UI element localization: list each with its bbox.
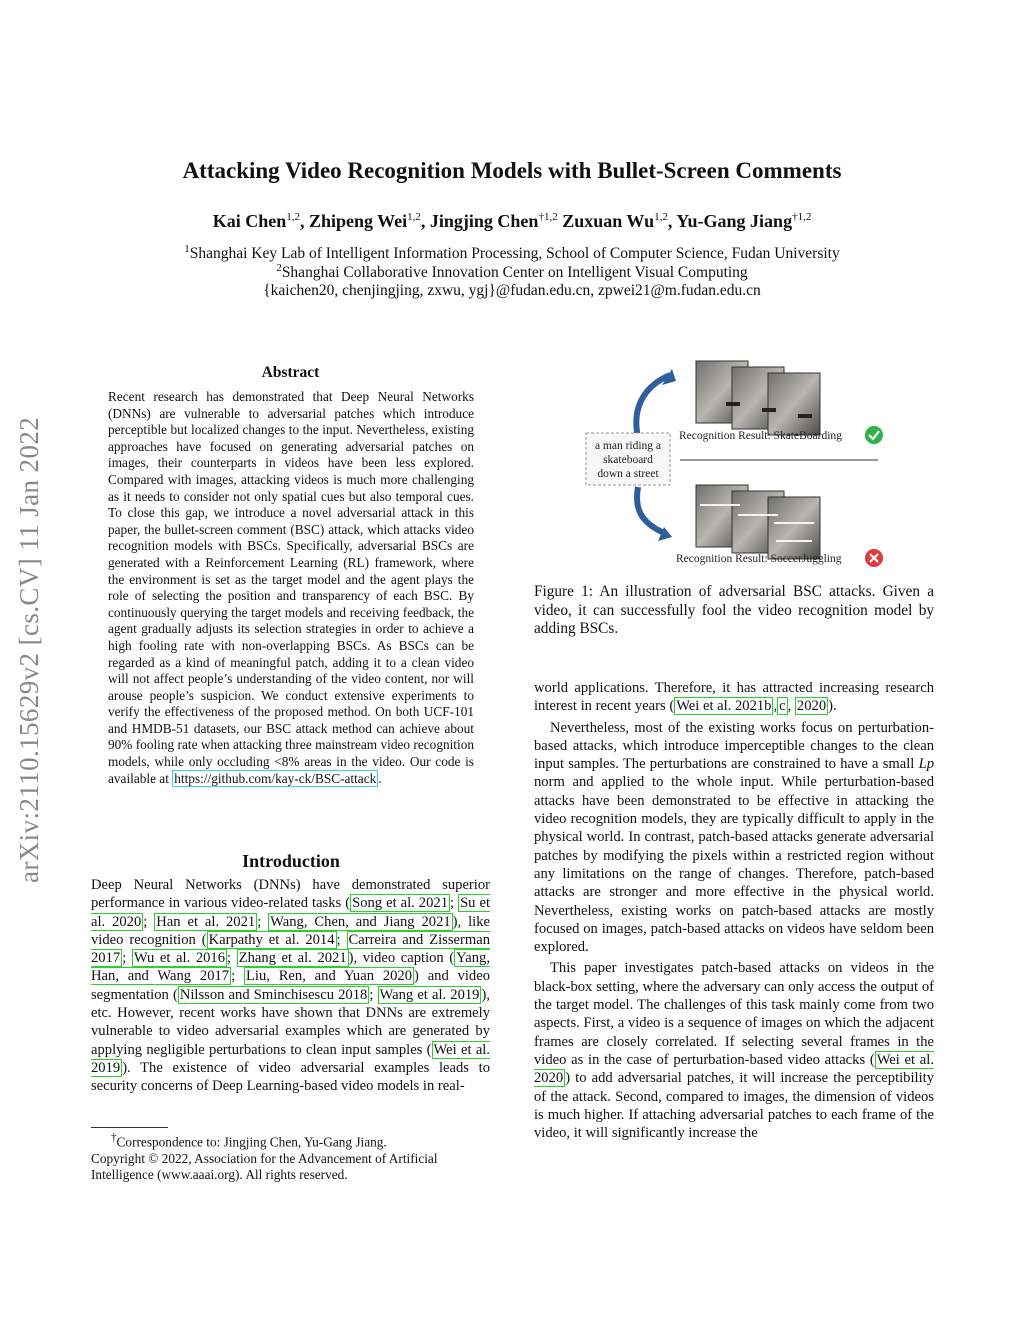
code-link[interactable]: https://github.com/kay-ck/BSC-attack: [174, 770, 377, 786]
author-name: Zhipeng Wei: [308, 211, 408, 231]
citation-link[interactable]: Han et al. 2021: [156, 913, 256, 930]
intro-text: ) and video segmentation (: [91, 968, 491, 1003]
author-affil-sup: †1,2: [538, 211, 558, 223]
footnote-correspondence: [91, 1130, 491, 1151]
affiliation-1: [0, 243, 1024, 263]
citation-link[interactable]: Wei et al. 2021b: [676, 698, 772, 715]
author-separator: ,: [420, 211, 430, 231]
intro-text: ), video caption (: [348, 950, 455, 967]
right-paragraph-3: [534, 959, 934, 1142]
footnote-rule: [91, 1127, 168, 1128]
citation-link[interactable]: Wu et al. 2016: [133, 950, 226, 967]
citation-link[interactable]: Zhang et al. 2021: [238, 950, 347, 967]
author-separator: ,: [299, 211, 309, 231]
citation-link[interactable]: Karpathy et al. 2014: [208, 931, 335, 948]
affiliation-1-text: Shanghai Key Lab of Intelligent Information Processing, School of Computer Science, Fudan University: [189, 245, 840, 263]
citation-link[interactable]: Song et al. 2021: [352, 895, 448, 912]
author-affil-sup: 1,2: [286, 211, 300, 223]
upper-arrow: [636, 375, 670, 437]
citation-link[interactable]: Wei et al. 2019: [91, 1041, 490, 1076]
author-name: Kai Chen: [212, 211, 287, 231]
author-emails: {kaichen20, chenjingjing, zxwu, ygj}@fudan.edu.cn, zpwei21@m.fudan.edu.cn: [263, 282, 761, 299]
affil-sup: 1: [184, 243, 190, 255]
author-list: [0, 211, 1024, 232]
citation-link[interactable]: Wang et al. 2019: [379, 986, 480, 1003]
right-text: norm and applied to the whole input. While perturbation-based attacks have been demonstrated to be effective in attacking the video recognition models, they are typically difficult to apply in the physical world. In contrast, patch-based attacks generate adversarial patches by modifying the pixels within a restricted region without any limitations on the range of changes. Therefore, patch-based attacks are stronger and more effective in the physical world. Nevertheless, existing works on patch-based attacks are mostly focused on images, patch-based attacks on videos have seldom been explored.: [534, 774, 934, 956]
adversarial-video-frames: [696, 485, 820, 559]
footnote-text: Correspondence to: Jingjing Chen, Yu-Gang Jiang.: [116, 1134, 387, 1150]
bsc-comment-line-2: skateboard: [603, 454, 653, 466]
clean-video-frames: [696, 361, 820, 435]
intro-text: Deep Neural Networks (DNNs) have demonstrated superior performance in various video-related tasks (: [91, 877, 490, 912]
right-column-body: [534, 679, 934, 1142]
intro-text: ). The existence of video adversarial examples leads to security concerns of Deep Learning-based video models in real-: [91, 1059, 490, 1095]
right-text: ).: [828, 698, 837, 715]
introduction-heading: Introduction: [242, 851, 340, 871]
citation-link[interactable]: Yang, Han, and Wang 2017: [91, 950, 490, 985]
intro-paragraph: Deep Neural Networks (DNNs) have demonstrated superior performance in various video-related tasks ( Song et al. 2021 ; Su et al. 2020 ; Han et al. 2021 ; Wang, Chen, and Jiang 2021 ), like video recognition ( Karpathy et al. 2014 ; Carreira and Zisserman 2017 ; Wu et al. 2016 ; Zhang et al. 2021 ), video caption ( Yang, Han, and Wang 2017 ; Liu, Ren, and Yuan 2020 ) and video segmentation ( Nilsson and Sminchisescu 2018 ; Wang et al. 2019 ), etc. However, recent works have shown that DNNs are extremely vulnerable to video adversarial examples which are generated by applying negligible perturbations to clean input samples ( Wei et al. 2019 ). The existence of video adversarial examples leads to security concerns of Deep Learning-based video models in real-: [91, 877, 491, 1095]
check-icon: [865, 426, 883, 444]
citation-link[interactable]: c: [779, 698, 786, 715]
intro-text: ), like video recognition (: [91, 913, 490, 948]
footnote-mark: †: [111, 1132, 117, 1144]
affiliation-2-text: Shanghai Collaborative Innovation Center on Intelligent Visual Computing: [281, 264, 748, 282]
footnote: [91, 1130, 491, 1184]
author-affil-sup: 1,2: [654, 211, 668, 223]
bsc-comment-line-1: a man riding a: [594, 440, 662, 452]
right-text: world applications. Therefore, it has attracted increasing research interest in recent years (: [534, 680, 934, 715]
abstract-body: [108, 389, 474, 787]
abstract-heading: Abstract: [261, 364, 320, 381]
arxiv-identifier: arXiv:2110.15629v2 [cs.CV] 11 Jan 2022: [14, 416, 44, 884]
citation-link[interactable]: Carreira and Zisserman 2017: [91, 931, 490, 967]
bsc-comment-line-3: down a street: [597, 468, 659, 480]
right-text: This paper investigates patch-based attacks on videos in the black-box setting, where the adversary can only access the output of the target model. The challenges of this task mainly come from two aspects. First, a video is a sequence of images on which the adjacent frames are closely correlated. If selecting several frames in the video as in the case of perturbation-based video attacks (: [534, 960, 934, 1068]
figure-1-caption: Figure 1: An illustration of adversarial BSC attacks. Given a video, it can successfully fool the video recognition model by adding BSCs.: [534, 583, 934, 637]
citation-link[interactable]: Nilsson and Sminchisescu 2018: [179, 986, 368, 1003]
affil-sup: 2: [276, 262, 282, 274]
author-name: Yu-Gang Jiang: [676, 211, 793, 231]
citation-link[interactable]: 2020: [796, 698, 827, 715]
citation-link[interactable]: Wang, Chen, and Jiang 2021: [270, 913, 451, 930]
result-bottom-label: Recognition Result: SoccerJuggling: [676, 553, 842, 565]
affiliation-2: [0, 262, 1024, 282]
right-paragraph-1: world applications. Therefore, it has attracted increasing research interest in recent years ( Wei et al. 2021b , c , 2020 ).: [534, 680, 934, 715]
paper-title: Attacking Video Recognition Models with Bullet-Screen Comments: [182, 158, 842, 183]
author-name: Jingjing Chen: [429, 211, 539, 231]
lower-arrow: [637, 487, 664, 533]
intro-text: ), etc. However, recent works have shown that DNNs are extremely vulnerable to video adversarial examples which are generated by applying negligible perturbations to clean input samples (: [91, 986, 490, 1058]
right-text: ,: [773, 698, 778, 715]
result-top-label: Recognition Result: SkateBoarding: [679, 430, 842, 442]
abstract-text: Recent research has demonstrated that Deep Neural Networks (DNNs) are vulnerable to adversarial patches which introduce perceptible but localized changes to the input. Nevertheless, existing approaches have focused on generating adversarial patches on images, their counterparts in videos have been less explored. Compared with images, attacking videos is much more challenging as it needs to consider not only spatial cues but also temporal cues. To close this gap, we introduce a novel adversarial attack in this paper, the bullet-screen comment (BSC) attack, which attacks video recognition models with BSCs. Specifically, adversarial BSCs are generated with a Reinforcement Learning (RL) framework, where the environment is set as the target model and the agent plays the role of selecting the position and transparency of each BSC. By continuously querying the target models and receiving feedback, the agent gradually adjusts its selection strategies in order to achieve a high fooling rate with non-overlapping BSCs. As BSCs can be regarded as a kind of meaningful patch, adding it to a clean video will not affect people’s understanding of the video content, nor will arouse people’s suspicion. We conduct extensive experiments to verify the effectiveness of the proposed method. On both UCF-101 and HMDB-51 datasets, our BSC attack method can achieve about 90% fooling rate when attacking three mainstream video recognition models, while only occluding <8% areas in the video. Our code is available at: [108, 389, 474, 786]
right-paragraph-2: [534, 719, 934, 957]
author-name: Zuxuan Wu: [562, 211, 655, 231]
figure-1: [580, 355, 890, 575]
author-affil-sup: †1,2: [792, 211, 812, 223]
author-separator: ,: [667, 211, 677, 231]
right-text: Nevertheless, most of the existing works focus on perturbation-based attacks, which introduce imperceptible changes to the clean input samples. The perturbations are constrained to have a small: [534, 719, 934, 773]
citation-link[interactable]: Wei et al. 2020: [534, 1051, 934, 1087]
math-lp: Lp: [918, 756, 934, 773]
abstract-end: .: [378, 770, 382, 786]
footnote-copyright: Copyright © 2022, Association for the Advancement of Artificial Intelligence (www.aaai.org). All rights reserved.: [91, 1150, 438, 1183]
citation-link[interactable]: Liu, Ren, and Yuan 2020: [245, 968, 413, 985]
citation-link[interactable]: Su et al. 2020: [91, 895, 491, 930]
author-affil-sup: 1,2: [407, 211, 421, 223]
right-text: ) to add adversarial patches, it will increase the perceptibility of the attack. Second, compared to images, the dimension of videos is much higher. If attaching adversarial patches to each frame of the video, it will significantly increase the: [534, 1070, 934, 1142]
introduction-body: [91, 876, 490, 1096]
